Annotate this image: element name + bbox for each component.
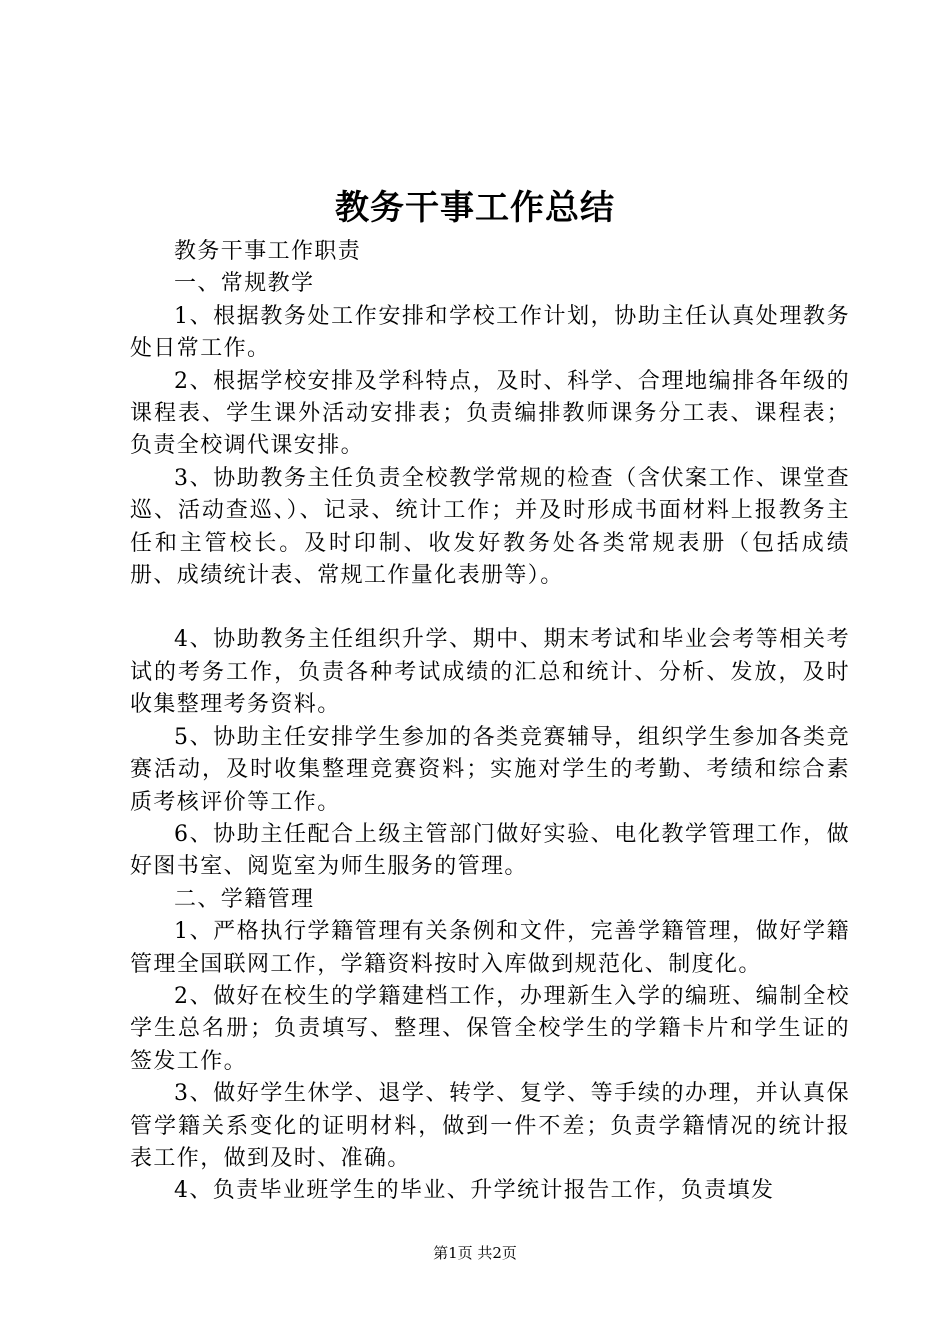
section-heading: 二、学籍管理 (174, 886, 315, 912)
document-body (130, 236, 850, 1208)
paragraph: 教务干事工作职责 (174, 239, 362, 264)
paragraph: 5、协助主任安排学生参加的各类竞赛辅导，组织学生参加各类竞赛活动，及时收集整理竞赛资料；实施对学生的考勤、考绩和综合素质考核评价等工作。 (130, 724, 850, 815)
paragraph: 2、做好在校生的学籍建档工作，办理新生入学的编班、编制全校学生总名册；负责填写、整理、保管全校学生的学籍卡片和学生证的签发工作。 (130, 983, 850, 1074)
paragraph: 4、负责毕业班学生的毕业、升学统计报告工作，负责填发 (174, 1178, 775, 1204)
paragraph: 3、协助教务主任负责全校教学常规的检查（含伏案工作、课堂查巡、活动查巡、）、记录、统计工作；并及时形成书面材料上报教务主任和主管校长。及时印制、收发好教务处各类常规表册（包括成绩册、成绩统计表、常规工作量化表册等）。 (130, 465, 850, 589)
paragraph: 6、协助主任配合上级主管部门做好实验、电化教学管理工作，做好图书室、阅览室为师生服务的管理。 (130, 821, 850, 880)
section-heading: 一、常规教学 (174, 271, 315, 297)
paragraph: 3、做好学生休学、退学、转学、复学、等手续的办理，并认真保管学籍关系变化的证明材料，做到一件不差；负责学籍情况的统计报表工作，做到及时、准确。 (130, 1081, 850, 1171)
paragraph: 1、严格执行学籍管理有关条例和文件，完善学籍管理，做好学籍管理全国联网工作，学籍资料按时入库做到规范化、制度化。 (130, 919, 850, 977)
paragraph: 2、根据学校安排及学科特点，及时、科学、合理地编排各年级的课程表、学生课外活动安排表；负责编排教师课务分工表、课程表；负责全校调代课安排。 (130, 368, 850, 459)
paragraph: 4、协助教务主任组织升学、期中、期末考试和毕业会考等相关考试的考务工作，负责各种考试成绩的汇总和统计、分析、发放，及时收集整理考务资料。 (130, 627, 850, 718)
page-footer: 第1页 共2页 (433, 1244, 517, 1262)
paragraph: 1、根据教务处工作安排和学校工作计划，协助主任认真处理教务处日常工作。 (130, 303, 850, 362)
page-title: 教务干事工作总结 (335, 188, 615, 228)
